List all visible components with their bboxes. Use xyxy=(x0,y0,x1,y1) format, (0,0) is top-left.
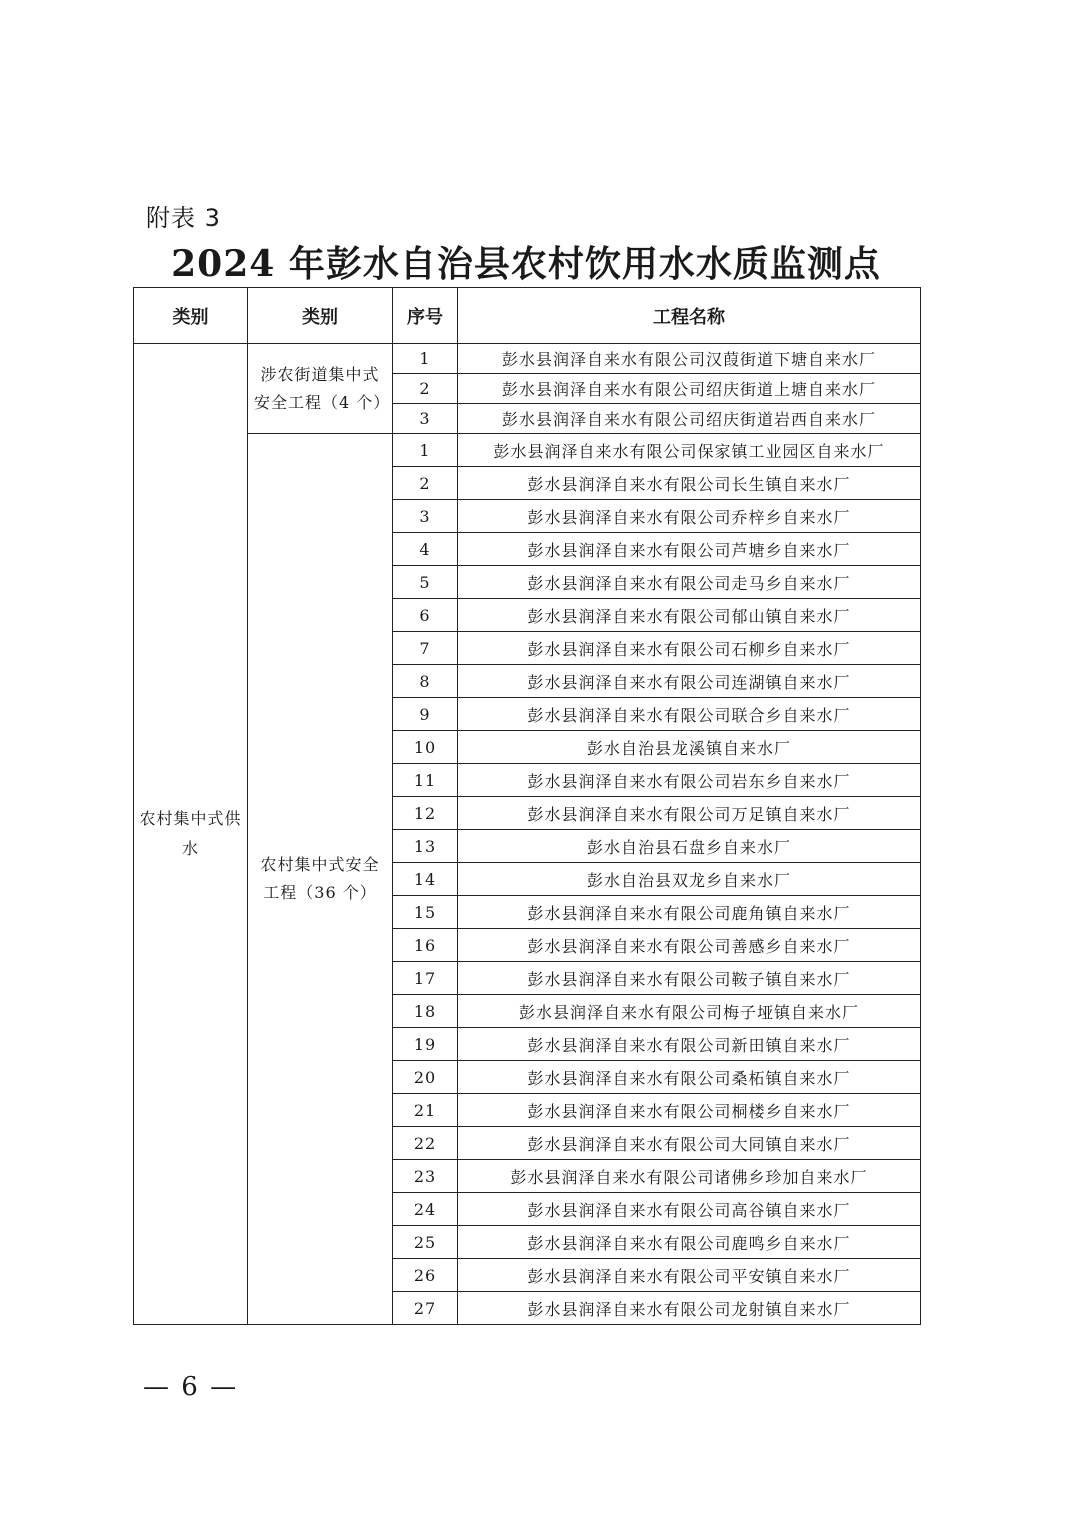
serial-no-cell: 16 xyxy=(393,929,458,962)
project-name-cell: 彭水县润泽自来水有限公司鞍子镇自来水厂 xyxy=(458,962,921,995)
table-row xyxy=(134,434,921,467)
appendix-label: 附表 3 xyxy=(146,204,221,232)
project-name-cell: 彭水县润泽自来水有限公司梅子垭镇自来水厂 xyxy=(458,995,921,1028)
project-name-cell: 彭水县润泽自来水有限公司桐楼乡自来水厂 xyxy=(458,1094,921,1127)
subcategory-cell-street xyxy=(248,344,393,434)
serial-no-cell: 17 xyxy=(393,962,458,995)
page-number: — 6 — xyxy=(143,1372,239,1402)
project-name-cell: 彭水县润泽自来水有限公司连湖镇自来水厂 xyxy=(458,665,921,698)
serial-no-cell: 24 xyxy=(393,1193,458,1226)
serial-no-cell: 14 xyxy=(393,863,458,896)
serial-no-cell: 8 xyxy=(393,665,458,698)
project-name-cell: 彭水县润泽自来水有限公司新田镇自来水厂 xyxy=(458,1028,921,1061)
header-serial-no: 序号 xyxy=(393,288,458,344)
document-title: 2024 年彭水自治县农村饮用水水质监测点 xyxy=(171,243,881,285)
monitoring-points-table xyxy=(133,287,921,1325)
serial-no-cell: 4 xyxy=(393,533,458,566)
project-name-cell: 彭水县润泽自来水有限公司龙射镇自来水厂 xyxy=(458,1292,921,1325)
project-name-cell: 彭水县润泽自来水有限公司万足镇自来水厂 xyxy=(458,797,921,830)
serial-no-cell: 7 xyxy=(393,632,458,665)
table-header-row xyxy=(134,288,921,344)
project-name-cell: 彭水县润泽自来水有限公司诸佛乡珍加自来水厂 xyxy=(458,1160,921,1193)
serial-no-cell: 3 xyxy=(393,500,458,533)
serial-no-cell: 2 xyxy=(393,467,458,500)
project-name-cell: 彭水县润泽自来水有限公司平安镇自来水厂 xyxy=(458,1259,921,1292)
project-name-cell: 彭水县润泽自来水有限公司绍庆街道岩西自来水厂 xyxy=(458,404,921,434)
serial-no-cell: 19 xyxy=(393,1028,458,1061)
serial-no-cell: 6 xyxy=(393,599,458,632)
serial-no-cell: 11 xyxy=(393,764,458,797)
header-category: 类别 xyxy=(134,288,248,344)
project-name-cell: 彭水县润泽自来水有限公司联合乡自来水厂 xyxy=(458,698,921,731)
serial-no-cell: 13 xyxy=(393,830,458,863)
project-name-cell: 彭水县润泽自来水有限公司善感乡自来水厂 xyxy=(458,929,921,962)
serial-no-cell: 22 xyxy=(393,1127,458,1160)
project-name-cell: 彭水县润泽自来水有限公司石柳乡自来水厂 xyxy=(458,632,921,665)
serial-no-cell: 5 xyxy=(393,566,458,599)
subcategory-cell-rural xyxy=(248,434,393,1325)
project-name-cell: 彭水县润泽自来水有限公司郁山镇自来水厂 xyxy=(458,599,921,632)
project-name-cell: 彭水县润泽自来水有限公司大同镇自来水厂 xyxy=(458,1127,921,1160)
project-name-cell: 彭水县润泽自来水有限公司长生镇自来水厂 xyxy=(458,467,921,500)
table-row xyxy=(134,344,921,374)
serial-no-cell: 20 xyxy=(393,1061,458,1094)
project-name-cell: 彭水县润泽自来水有限公司岩东乡自来水厂 xyxy=(458,764,921,797)
table-body xyxy=(134,344,921,1325)
serial-no-cell: 23 xyxy=(393,1160,458,1193)
header-project-name: 工程名称 xyxy=(458,288,921,344)
project-name-cell: 彭水自治县石盘乡自来水厂 xyxy=(458,830,921,863)
project-name-cell: 彭水县润泽自来水有限公司乔梓乡自来水厂 xyxy=(458,500,921,533)
serial-no-cell: 21 xyxy=(393,1094,458,1127)
project-name-cell: 彭水县润泽自来水有限公司鹿角镇自来水厂 xyxy=(458,896,921,929)
subcategory-label: 涉农街道集中式安全工程（4 个） xyxy=(254,364,391,412)
project-name-cell: 彭水自治县龙溪镇自来水厂 xyxy=(458,731,921,764)
serial-no-cell: 25 xyxy=(393,1226,458,1259)
serial-no-cell: 27 xyxy=(393,1292,458,1325)
project-name-cell: 彭水县润泽自来水有限公司鹿鸣乡自来水厂 xyxy=(458,1226,921,1259)
serial-no-cell: 3 xyxy=(393,404,458,434)
serial-no-cell: 26 xyxy=(393,1259,458,1292)
category-cell: 农村集中式供水 xyxy=(134,344,248,1325)
project-name-cell: 彭水县润泽自来水有限公司桑柘镇自来水厂 xyxy=(458,1061,921,1094)
project-name-cell: 彭水自治县双龙乡自来水厂 xyxy=(458,863,921,896)
project-name-cell: 彭水县润泽自来水有限公司高谷镇自来水厂 xyxy=(458,1193,921,1226)
project-name-cell: 彭水县润泽自来水有限公司走马乡自来水厂 xyxy=(458,566,921,599)
serial-no-cell: 18 xyxy=(393,995,458,1028)
serial-no-cell: 15 xyxy=(393,896,458,929)
project-name-cell: 彭水县润泽自来水有限公司汉葭街道下塘自来水厂 xyxy=(458,344,921,374)
subcategory-label: 农村集中式安全工程（36 个） xyxy=(260,855,380,902)
serial-no-cell: 12 xyxy=(393,797,458,830)
project-name-cell: 彭水县润泽自来水有限公司绍庆街道上塘自来水厂 xyxy=(458,374,921,404)
header-subcategory: 类别 xyxy=(248,288,393,344)
project-name-cell: 彭水县润泽自来水有限公司芦塘乡自来水厂 xyxy=(458,533,921,566)
serial-no-cell: 2 xyxy=(393,374,458,404)
serial-no-cell: 1 xyxy=(393,344,458,374)
project-name-cell: 彭水县润泽自来水有限公司保家镇工业园区自来水厂 xyxy=(458,434,921,467)
serial-no-cell: 10 xyxy=(393,731,458,764)
serial-no-cell: 1 xyxy=(393,434,458,467)
serial-no-cell: 9 xyxy=(393,698,458,731)
